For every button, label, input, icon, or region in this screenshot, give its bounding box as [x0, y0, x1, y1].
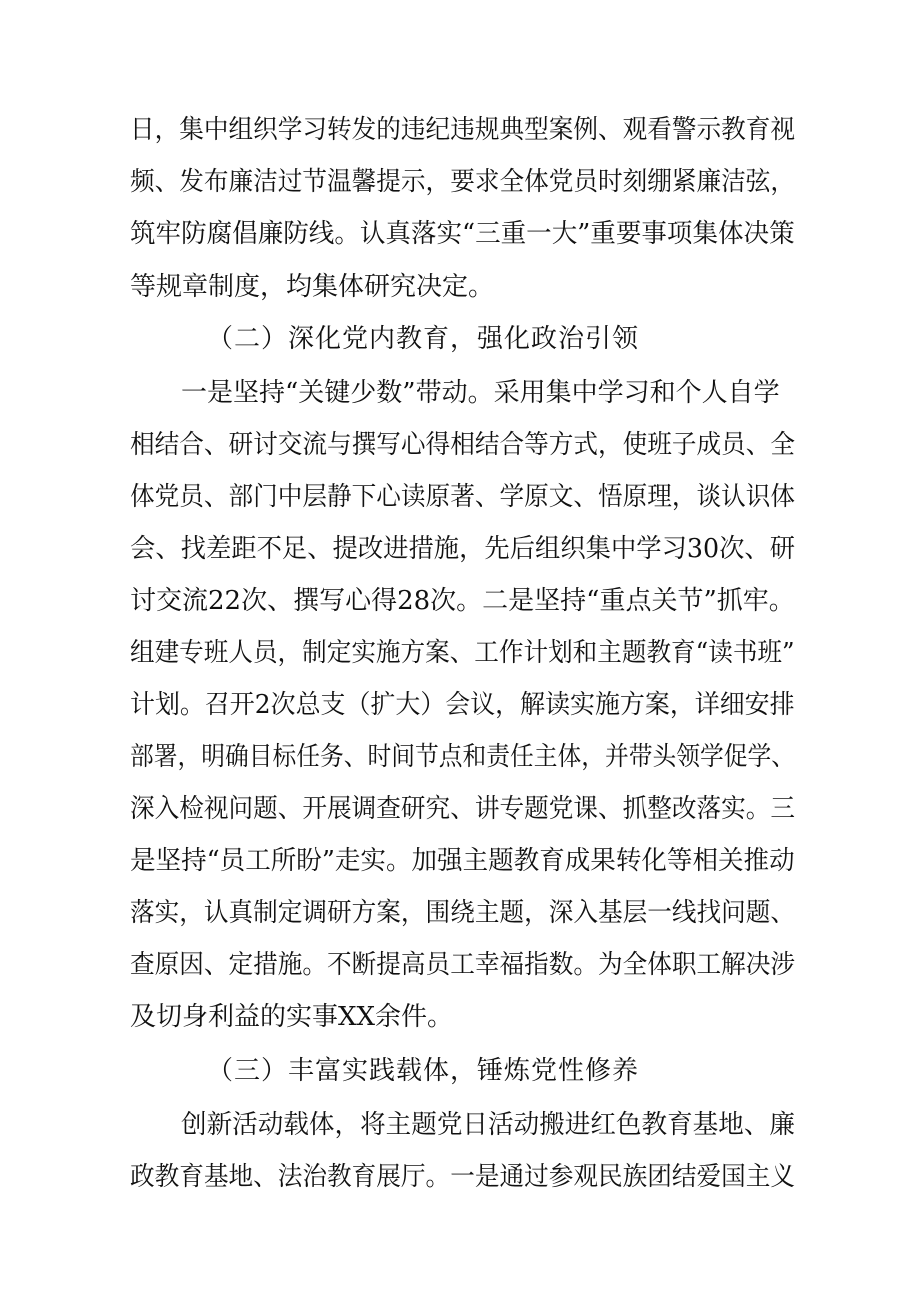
paragraph-line: 一是坚持“关键少数”带动。采用集中学习和个人自学: [181, 378, 780, 408]
paragraph-line: 筑牢防腐倡廉防线。认真落实“三重一大”重要事项集体决策: [130, 219, 795, 249]
paragraph-line: 相结合、研讨交流与撰写心得相结合等方式，使班子成员、全: [130, 430, 796, 460]
paragraph-line: 查原因、定措施。不断提高员工幸福指数。为全体职工解决涉: [130, 950, 796, 980]
section-heading: （二）深化党内教育，强化政治引领: [207, 324, 640, 354]
paragraph-line: 落实，认真制定调研方案，围绕主题，深入基层一线找问题、: [130, 898, 796, 928]
paragraph-line: 等规章制度，均集体研究决定。: [130, 272, 495, 302]
paragraph-line: 是坚持“员工所盼”走实。加强主题教育成果转化等相关推动: [130, 846, 795, 876]
section-heading: （三）丰富实践载体，锤炼党性修养: [207, 1056, 640, 1086]
paragraph-line: 日，集中组织学习转发的违纪违规典型案例、观看警示教育视: [130, 115, 796, 145]
paragraph-line: 创新活动载体，将主题党日活动搬进红色教育基地、廉: [181, 1110, 796, 1140]
paragraph-line: 体党员、部门中层静下心读原著、学原文、悟原理，谈认识体: [130, 482, 796, 512]
paragraph-line: 及切身利益的实事XX余件。: [130, 1002, 454, 1032]
paragraph-line: 政教育基地、法治教育展厅。一是通过参观民族团结爱国主义: [130, 1162, 796, 1192]
paragraph-line: 频、发布廉洁过节温馨提示，要求全体党员时刻绷紧廉洁弦，: [130, 167, 796, 197]
paragraph-line: 深入检视问题、开展调查研究、讲专题党课、抓整改落实。三: [130, 794, 796, 824]
paragraph-line: 讨交流22次、撰写心得28次。二是坚持“重点关节”抓牢。: [130, 586, 795, 616]
paragraph-line: 会、找差距不足、提改进措施，先后组织集中学习30次、研: [130, 534, 796, 564]
paragraph-line: 计划。召开2次总支（扩大）会议，解读实施方案，详细安排: [130, 690, 795, 720]
paragraph-line: 组建专班人员，制定实施方案、工作计划和主题教育“读书班”: [130, 638, 795, 668]
paragraph-line: 部署，明确目标任务、时间节点和责任主体，并带头领学促学、: [130, 742, 796, 772]
